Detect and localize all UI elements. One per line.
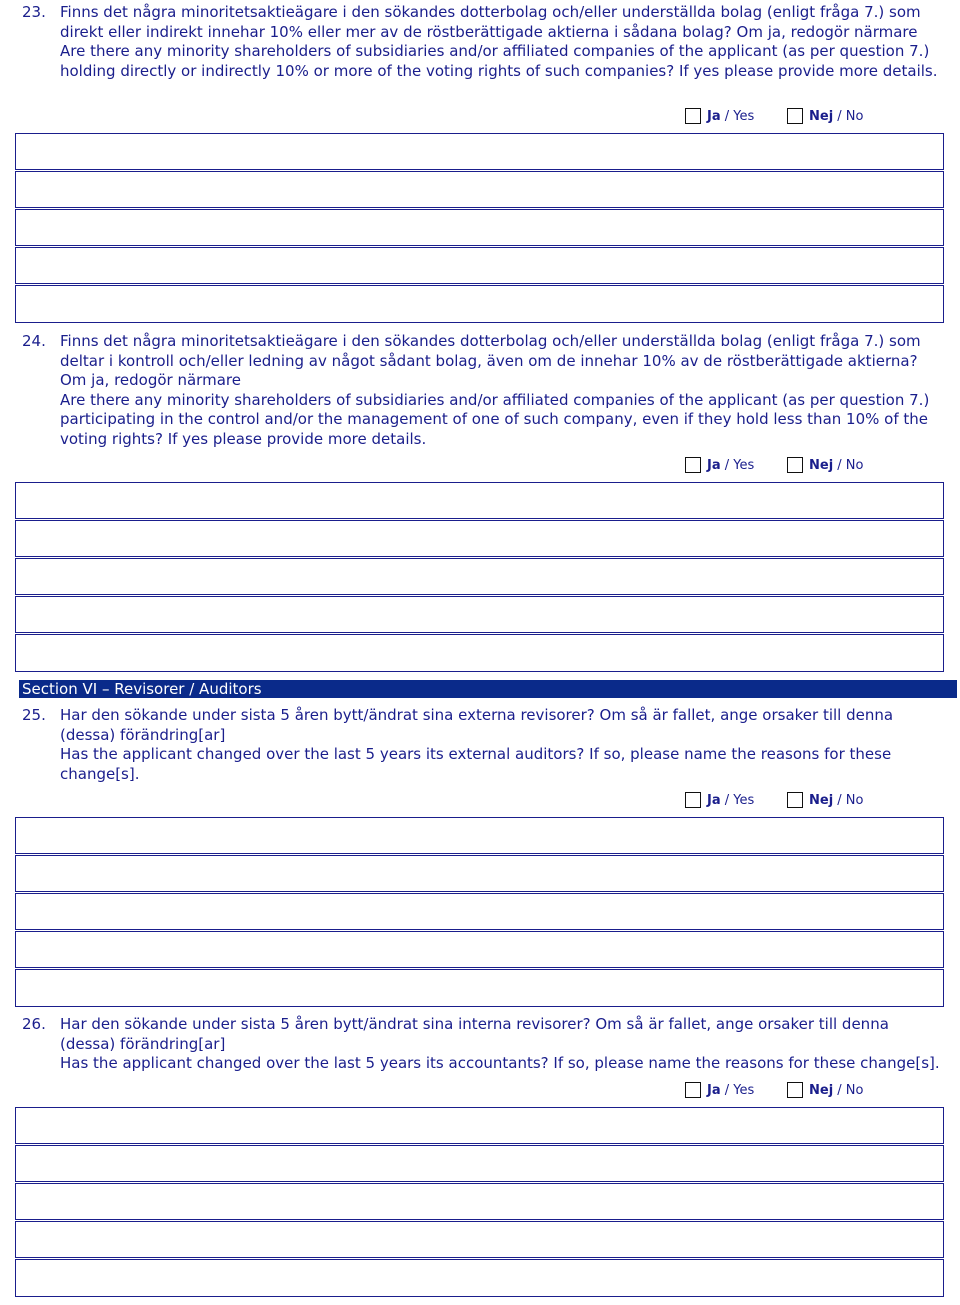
- answer-line[interactable]: [15, 1107, 944, 1144]
- yes-option[interactable]: Ja / Yes: [685, 107, 754, 127]
- answer-line[interactable]: [15, 969, 944, 1007]
- answer-line[interactable]: [15, 247, 944, 284]
- yes-option[interactable]: Ja / Yes: [685, 791, 754, 811]
- no-checkbox[interactable]: [787, 792, 803, 808]
- no-option[interactable]: Nej / No: [787, 791, 863, 811]
- answer-line[interactable]: [15, 855, 944, 892]
- answer-line[interactable]: [15, 1145, 944, 1182]
- question-number: 23.: [22, 3, 46, 21]
- question-26: [22, 1015, 942, 1074]
- no-option[interactable]: Nej / No: [787, 1081, 863, 1101]
- question-number: 25.: [22, 706, 46, 724]
- question-text-sv: Finns det några minoritetsaktieägare i den sökandes dotterbolag och/eller underställda bolag (enligt fråga 7.) som direkt eller indirekt innehar 10% eller mer av de röstberättigade aktierna i sådana bolag? Om ja, redogör närmare: [60, 3, 921, 41]
- yes-option[interactable]: Ja / Yes: [685, 1081, 754, 1101]
- answer-line[interactable]: [15, 931, 944, 968]
- no-option[interactable]: Nej / No: [787, 456, 863, 476]
- question-24: [22, 332, 942, 450]
- answer-line[interactable]: [15, 893, 944, 930]
- answer-line[interactable]: [15, 1183, 944, 1220]
- question-text-en: Are there any minority shareholders of subsidiaries and/or affiliated companies of the applicant (as per question 7.) holding directly or indirectly 10% or more of the voting rights of such companies? If yes please provide more details.: [60, 42, 938, 80]
- answer-line[interactable]: [15, 596, 944, 633]
- question-text-sv: Finns det några minoritetsaktieägare i den sökandes dotterbolag och/eller underställda bolag (enligt fråga 7.) som deltar i kontroll och/eller ledning av något sådant bolag, även om de innehar 10% av de röstberättigade aktierna? Om ja, redogör närmare: [60, 332, 921, 390]
- answer-line[interactable]: [15, 285, 944, 323]
- no-checkbox[interactable]: [787, 108, 803, 124]
- question-text-en: Has the applicant changed over the last 5 years its external auditors? If so, please name the reasons for these change[s].: [60, 745, 892, 783]
- answer-line[interactable]: [15, 1221, 944, 1258]
- answer-line[interactable]: [15, 558, 944, 595]
- answer-line[interactable]: [15, 209, 944, 246]
- section-header: [19, 680, 957, 698]
- answer-line[interactable]: [15, 520, 944, 557]
- section-title-en: / Auditors: [184, 680, 262, 698]
- question-number: 26.: [22, 1015, 46, 1033]
- question-25: [22, 706, 942, 784]
- yes-option[interactable]: Ja / Yes: [685, 456, 754, 476]
- question-text-en: Has the applicant changed over the last 5 years its accountants? If so, please name the reasons for these change[s].: [60, 1054, 940, 1073]
- section-title-sv: Section VI – Revisorer: [22, 680, 185, 698]
- answer-line[interactable]: [15, 482, 944, 519]
- yes-checkbox[interactable]: [685, 108, 701, 124]
- question-number: 24.: [22, 332, 46, 350]
- answer-line[interactable]: [15, 171, 944, 208]
- yes-checkbox[interactable]: [685, 1082, 701, 1098]
- no-option[interactable]: Nej / No: [787, 107, 863, 127]
- question-23: [22, 3, 942, 81]
- answer-line[interactable]: [15, 634, 944, 672]
- answer-line[interactable]: [15, 817, 944, 854]
- question-text-sv: Har den sökande under sista 5 åren bytt/ändrat sina externa revisorer? Om så är fallet, ange orsaker till denna (dessa) förändring[ar]: [60, 706, 894, 744]
- answer-line[interactable]: [15, 133, 944, 170]
- question-text-en: Are there any minority shareholders of subsidiaries and/or affiliated companies of the applicant (as per question 7.) participating in the control and/or the management of one of such company, even if they hold less than 10% of the voting rights? If yes please provide more details.: [60, 390, 930, 448]
- yes-checkbox[interactable]: [685, 457, 701, 473]
- answer-line[interactable]: [15, 1259, 944, 1297]
- question-text-sv: Har den sökande under sista 5 åren bytt/ändrat sina interna revisorer? Om så är fallet, ange orsaker till denna (dessa) förändring[ar]: [60, 1015, 889, 1053]
- no-checkbox[interactable]: [787, 457, 803, 473]
- no-checkbox[interactable]: [787, 1082, 803, 1098]
- yes-checkbox[interactable]: [685, 792, 701, 808]
